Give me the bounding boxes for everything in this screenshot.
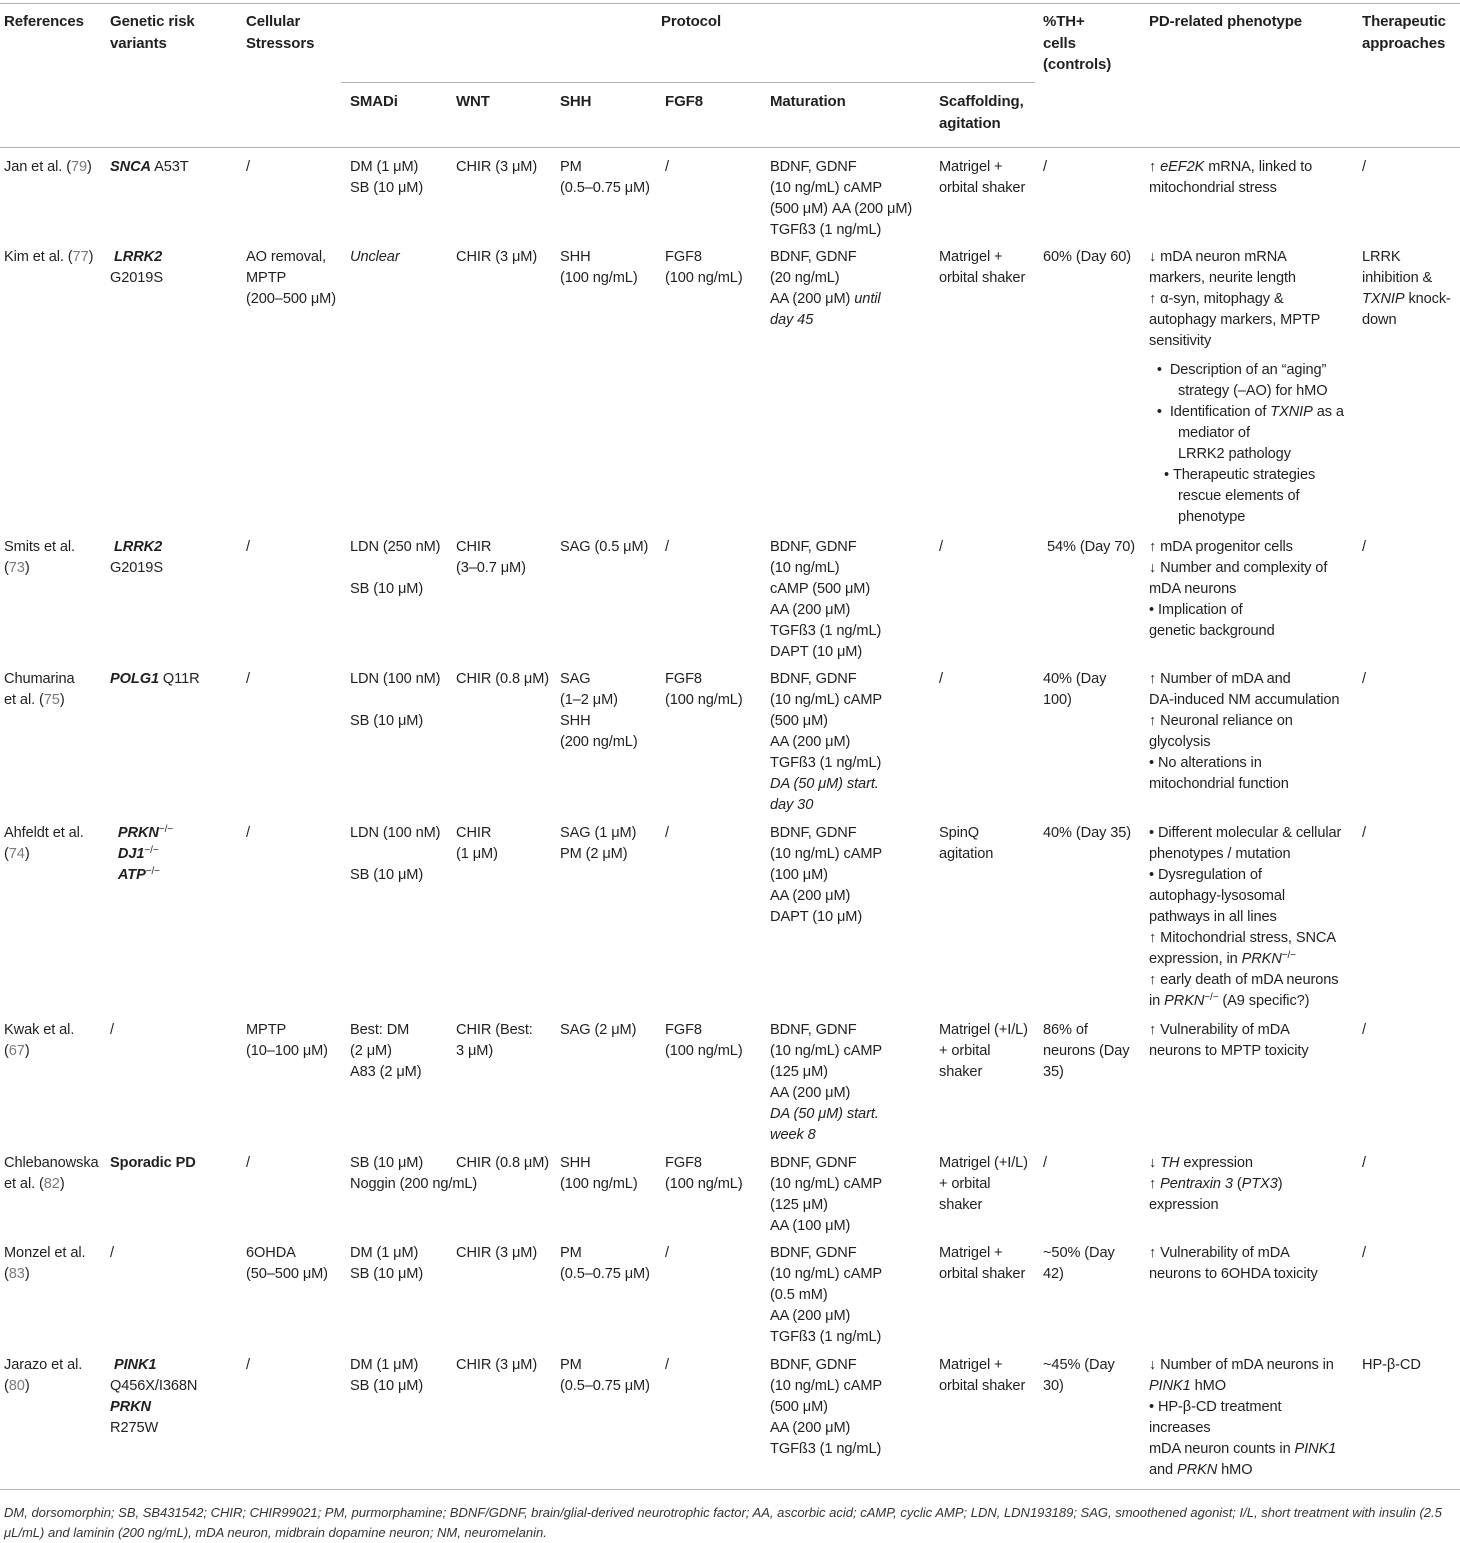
therapeutic-cell: HP-β-CD [1362,1357,1421,1373]
fgf8-cell: / [665,825,669,841]
col-header-genetic: Genetic risk variants [110,13,195,52]
col-header-therapeutic: Therapeutic approaches [1362,13,1446,52]
th-cell: ~50% (Day 42) [1043,1245,1115,1282]
table-top-rule [0,3,1460,4]
smadi-cell: DM (1 μM) SB (10 μM) [350,159,424,196]
wnt-cell: CHIR (Best: 3 μM) [456,1022,533,1059]
th-cell: / [1043,159,1047,175]
therapeutic-cell: / [1362,671,1366,687]
scaffolding-cell: Matrigel (+I/L) + orbital shaker [939,1022,1028,1080]
shh-cell: PM (0.5–0.75 μM) [560,159,650,196]
stressor-cell: AO removal, MPTP (200–500 μM) [246,249,336,307]
genetic-variant-cell: / [110,1022,114,1038]
stressor-cell: MPTP (10–100 μM) [246,1022,328,1059]
smadi-cell: SB (10 μM) Noggin (200 ng/mL) [350,1155,478,1192]
reference-cell: Jarazo et al. (80) [4,1357,83,1394]
th-cell: 60% (Day 60) [1043,249,1132,265]
wnt-cell: CHIR (3 μM) [456,249,538,265]
scaffolding-cell: Matrigel + orbital shaker [939,1245,1026,1282]
scaffolding-cell: / [939,671,943,687]
stressor-cell: / [246,1155,250,1171]
maturation-cell: BDNF, GDNF (10 ng/mL) cAMP (125 μM) AA (100 μM) [770,1155,883,1234]
genetic-variant-cell: POLG1 Q11R [110,671,200,687]
col-header-phenotype: PD-related phenotype [1149,13,1303,30]
header-bottom-rule [0,147,1460,148]
stressor-cell: / [246,1357,250,1373]
fgf8-cell: / [665,159,669,175]
fgf8-cell: / [665,539,669,555]
reference-cell: Kim et al. (77) [4,249,94,265]
col-header-th: %TH+ cells (controls) [1043,13,1112,73]
maturation-cell: BDNF, GDNF (10 ng/mL) cAMP (500 μM) AA (200 μM) TGFß3 (1 ng/mL) [770,159,913,238]
scaffolding-cell: SpinQ agitation [939,825,994,862]
col-header-maturation: Maturation [770,93,846,110]
shh-cell: PM (0.5–0.75 μM) [560,1245,650,1282]
wnt-cell: CHIR (3 μM) [456,1357,538,1373]
shh-cell: SAG (1 μM) PM (2 μM) [560,825,637,862]
stressor-cell: 6OHDA (50–500 μM) [246,1245,328,1282]
col-header-wnt: WNT [456,93,490,110]
fgf8-cell: / [665,1245,669,1261]
wnt-cell: CHIR (1 μM) [456,825,498,862]
scaffolding-cell: Matrigel + orbital shaker [939,1357,1026,1394]
col-header-protocol: Protocol [661,13,722,30]
genetic-variant-cell: LRRK2 G2019S [110,539,163,576]
th-cell: 86% of neurons (Day 35) [1043,1022,1130,1080]
phenotype-cell: ↑ mDA progenitor cells ↓ Number and complexity of mDA neurons • Implication of genetic background [1149,539,1328,639]
therapeutic-cell: / [1362,1155,1366,1171]
stressor-cell: / [246,159,250,175]
maturation-cell: BDNF, GDNF (10 ng/mL) cAMP (125 μM) AA (200 μM) DA (50 μM) start. week 8 [770,1022,883,1143]
genetic-variant-cell: LRRK2 G2019S [110,249,163,286]
smadi-cell: Best: DM (2 μM) A83 (2 μM) [350,1022,422,1080]
maturation-cell: BDNF, GDNF (10 ng/mL) cAMP (500 μM) AA (200 μM) TGFß3 (1 ng/mL) DA (50 μM) start. day 30 [770,671,883,813]
phenotype-cell: ↑ Number of mDA and DA-induced NM accumulation ↑ Neuronal reliance on glycolysis • No alterations in mitochondrial function [1149,671,1340,792]
therapeutic-cell: / [1362,159,1366,175]
col-header-shh: SHH [560,93,592,110]
phenotype-cell: ↓ mDA neuron mRNA markers, neurite length ↑ α-syn, mitophagy & autophagy markers, MPTP sensitivity [1149,249,1321,349]
wnt-cell: CHIR (3 μM) [456,159,538,175]
reference-cell: Jan et al. (79) [4,159,92,175]
genetic-variant-cell: SNCA A53T [110,159,189,175]
col-header-fgf8: FGF8 [665,93,703,110]
phenotype-cell: ↑ eEF2K mRNA, linked to mitochondrial stress [1149,159,1313,196]
phenotype-cell: ↑ Vulnerability of mDA neurons to 6OHDA toxicity [1149,1245,1318,1282]
shh-cell: SHH (100 ng/mL) [560,249,638,286]
stressor-cell: / [246,671,250,687]
col-header-references: References [4,13,84,30]
genetic-variant-cell: PINK1 Q456X/I368N PRKN R275W [110,1357,198,1436]
therapeutic-cell: / [1362,825,1366,841]
phenotype-cell: ↓ TH expression ↑ Pentraxin 3 (PTX3) expression [1149,1155,1283,1213]
scaffolding-cell: Matrigel + orbital shaker [939,249,1026,286]
table-footnote: DM, dorsomorphin; SB, SB431542; CHIR; CHIR99021; PM, purmorphamine; BDNF/GDNF, brain/glial-derived neurotrophic factor; AA, ascorbic acid; cAMP, cyclic AMP; LDN, LDN193189; SAG, smoothened agonist; I/L, short treatment with insulin (2.5 μL/mL) and laminin (200 ng/mL), mDA neuron, midbrain dopamine neuron; NM, neuromelanin. [4,1505,1442,1540]
th-cell: / [1043,1155,1047,1171]
shh-cell: SHH (100 ng/mL) [560,1155,638,1192]
shh-cell: SAG (0.5 μM) [560,539,649,555]
fgf8-cell: FGF8 (100 ng/mL) [665,249,743,286]
maturation-cell: BDNF, GDNF (10 ng/mL) cAMP (500 μM) AA (200 μM) TGFß3 (1 ng/mL) DAPT (10 μM) [770,539,882,660]
scaffolding-cell: Matrigel (+I/L) + orbital shaker [939,1155,1028,1213]
stressor-cell: / [246,825,250,841]
phenotype-cell: • Different molecular & cellular phenotypes / mutation • Dysregulation of autophagy-lysosomal pathways in all lines ↑ Mitochondrial stress, SNCA expression, in PRKN−/− ↑ early death of mDA neurons in PRKN−/− (A9 specific?) [1149,825,1342,1009]
maturation-cell: BDNF, GDNF (10 ng/mL) cAMP (500 μM) AA (200 μM) TGFß3 (1 ng/mL) [770,1357,883,1457]
smadi-cell: LDN (100 nM) SB (10 μM) [350,825,441,883]
shh-cell: SAG (2 μM) [560,1022,637,1038]
smadi-cell: DM (1 μM) SB (10 μM) [350,1357,424,1394]
wnt-cell: CHIR (0.8 μM) [456,1155,550,1171]
wnt-cell: CHIR (0.8 μM) [456,671,550,687]
th-cell: 54% (Day 70) [1047,539,1136,555]
therapeutic-cell: LRRK inhibition & TXNIP knock- down [1362,249,1451,328]
col-header-scaffolding: Scaffolding, agitation [939,93,1024,132]
fgf8-cell: / [665,1357,669,1373]
phenotype-cell: ↑ Vulnerability of mDA neurons to MPTP toxicity [1149,1022,1309,1059]
genetic-variant-cell: Sporadic PD [110,1155,196,1171]
col-header-smadi: SMADi [350,93,398,110]
reference-cell: Monzel et al. (83) [4,1245,86,1282]
maturation-cell: BDNF, GDNF (10 ng/mL) cAMP (0.5 mM) AA (200 μM) TGFß3 (1 ng/mL) [770,1245,883,1345]
genetic-variant-cell: / [110,1245,114,1261]
smadi-cell: DM (1 μM) SB (10 μM) [350,1245,424,1282]
wnt-cell: CHIR (3 μM) [456,1245,538,1261]
reference-cell: Chumarina et al. (75) [4,671,75,708]
therapeutic-cell: / [1362,1022,1366,1038]
maturation-cell: BDNF, GDNF (10 ng/mL) cAMP (100 μM) AA (200 μM) DAPT (10 μM) [770,825,883,925]
therapeutic-cell: / [1362,539,1366,555]
th-cell: 40% (Day 100) [1043,671,1107,708]
th-cell: 40% (Day 35) [1043,825,1132,841]
col-header-stressors: Cellular Stressors [246,13,315,52]
th-cell: ~45% (Day 30) [1043,1357,1115,1394]
smadi-cell: Unclear [350,249,400,265]
shh-cell: SAG (1–2 μM) SHH (200 ng/mL) [560,671,638,750]
table-bottom-rule [0,1489,1460,1490]
reference-cell: Chlebanowska et al. (82) [4,1155,99,1192]
protocol-subheader-rule [341,82,1035,83]
reference-cell: Kwak et al. (67) [4,1022,75,1059]
reference-cell: Ahfeldt et al. (74) [4,825,84,862]
maturation-cell: BDNF, GDNF (20 ng/mL) AA (200 μM) until day 45 [770,249,881,328]
reference-cell: Smits et al. (73) [4,539,75,576]
smadi-cell: LDN (250 nM) SB (10 μM) [350,539,441,597]
stressor-cell: / [246,539,250,555]
shh-cell: PM (0.5–0.75 μM) [560,1357,650,1394]
genetic-variant-cell: PRKN−/− DJ1−/− ATP−/− [117,824,174,883]
scaffolding-cell: / [939,539,943,555]
scaffolding-cell: Matrigel + orbital shaker [939,159,1026,196]
phenotype-cell: ↓ Number of mDA neurons in PINK1 hMO • HP-β-CD treatment increases mDA neuron counts in PINK1 and PRKN hMO [1149,1357,1337,1478]
smadi-cell: LDN (100 nM) SB (10 μM) [350,671,441,729]
fgf8-cell: FGF8 (100 ng/mL) [665,1022,743,1059]
fgf8-cell: FGF8 (100 ng/mL) [665,671,743,708]
phenotype-bullet-list: • Description of an “aging” strategy (–AO) for hMO • Identification of TXNIP as a mediator of LRRK2 pathology • Therapeutic strategies rescue elements of phenotype [1149,362,1344,525]
wnt-cell: CHIR (3–0.7 μM) [456,539,526,576]
therapeutic-cell: / [1362,1245,1366,1261]
fgf8-cell: FGF8 (100 ng/mL) [665,1155,743,1192]
